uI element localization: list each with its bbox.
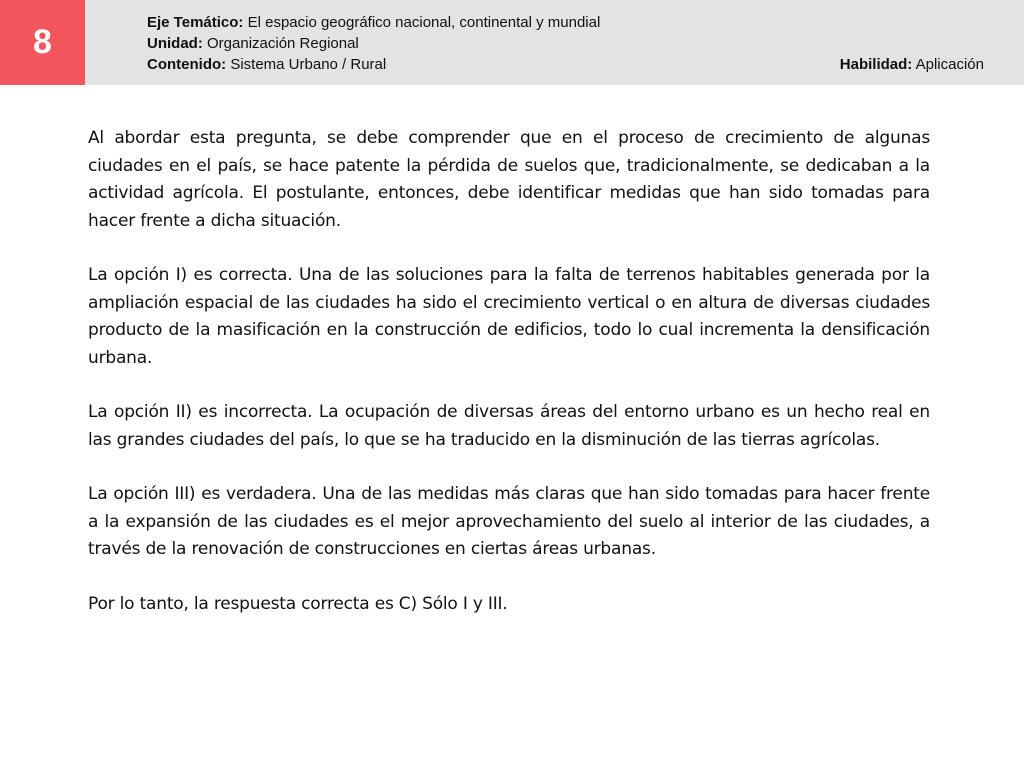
unidad-value: Organización Regional xyxy=(207,35,359,52)
paragraph-option-3: La opción III) es verdadera. Una de las medidas más claras que han sido tomadas para hacer frente a la expansión de las ciudades es el mejor aprovechamiento del suelo al interior de las ciudades, a través de la renovación de construcciones en ciertas áreas urbanas. xyxy=(88,484,930,559)
header-bar xyxy=(0,0,1024,85)
contenido-row xyxy=(147,54,600,75)
paragraph-option-1: La opción I) es correcta. Una de las soluciones para la falta de terrenos habitables generada por la ampliación espacial de las ciudades ha sido el crecimiento vertical o en altura de diversas ciudades producto de la masificación en la construcción de edificios, todo lo cual incrementa la densificación urbana. xyxy=(88,265,930,368)
explanation-body xyxy=(88,125,930,618)
contenido-label: Contenido: xyxy=(147,56,227,73)
habilidad-label: Habilidad: xyxy=(839,56,913,73)
paragraph-option-2: La opción II) es incorrecta. La ocupación de diversas áreas del entorno urbano es un hecho real en las grandes ciudades del país, lo que se ha traducido en la disminución de las tierras agrícolas. xyxy=(88,402,930,450)
header-meta xyxy=(147,12,600,75)
question-number-badge xyxy=(0,0,85,85)
habilidad-value: Aplicación xyxy=(915,56,984,73)
eje-value: El espacio geográfico nacional, continental y mundial xyxy=(247,14,601,31)
habilidad-row xyxy=(840,54,984,75)
unidad-row xyxy=(147,33,600,54)
contenido-value: Sistema Urbano / Rural xyxy=(230,56,387,73)
paragraph-conclusion: Por lo tanto, la respuesta correcta es C) Sólo I y III. xyxy=(88,593,508,614)
paragraph-intro: Al abordar esta pregunta, se debe comprender que en el proceso de crecimiento de algunas ciudades en el país, se hace patente la pérdida de suelos que, tradicionalmente, se dedicaban a la actividad agrícola. El postulante, entonces, debe identificar medidas que han sido tomadas para hacer frente a dicha situación. xyxy=(88,128,930,231)
eje-label: Eje Temático: xyxy=(147,14,244,31)
eje-row xyxy=(147,12,600,33)
question-number: 8 xyxy=(33,23,52,61)
unidad-label: Unidad: xyxy=(147,35,203,52)
